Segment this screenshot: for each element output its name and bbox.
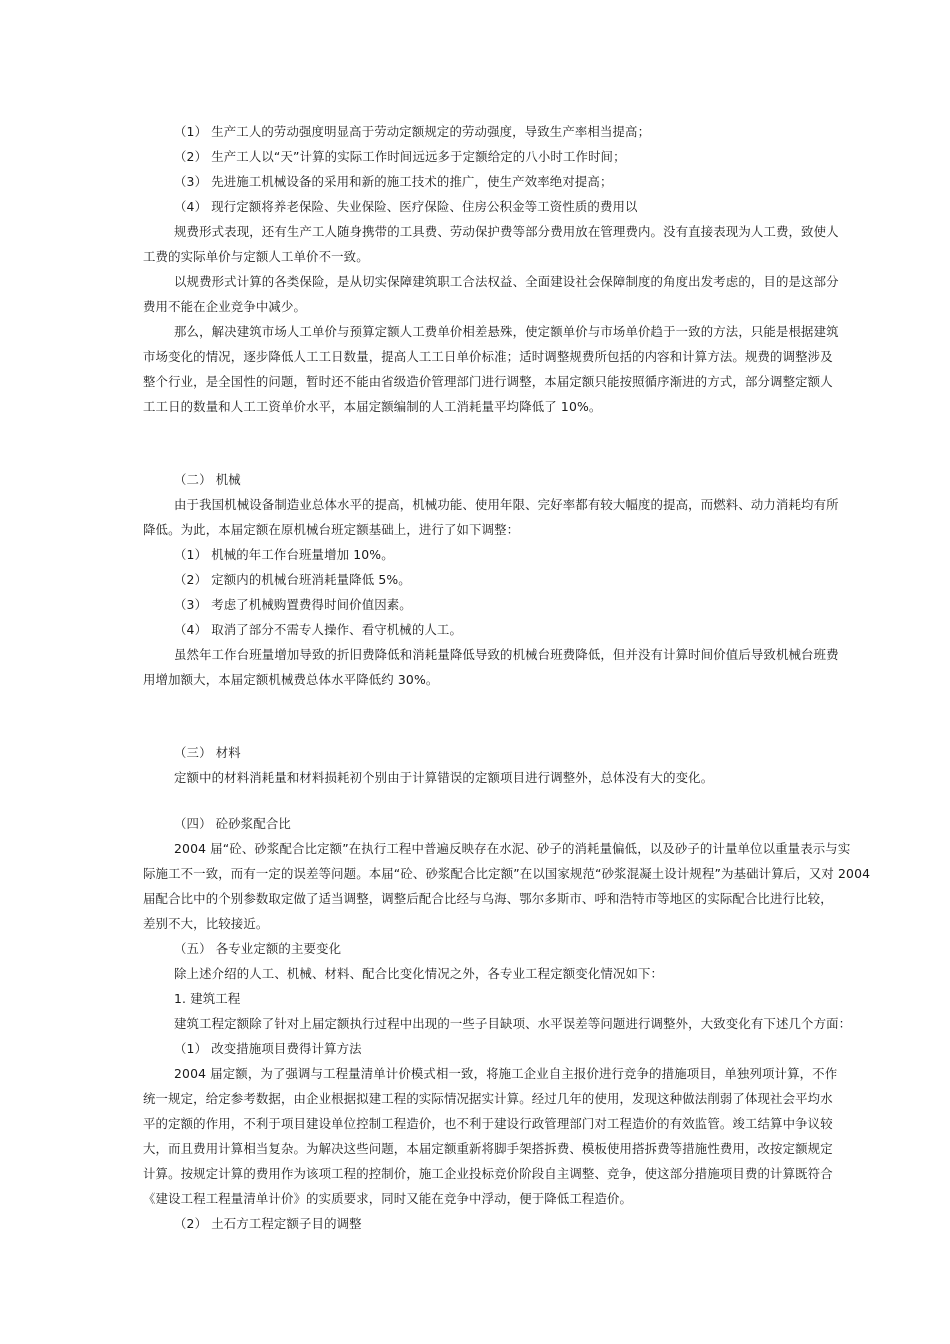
- text-line-21: 用增加额大，本届定额机械费总体水平降低约 30%。: [143, 672, 439, 687]
- section-heading-mix-ratio: （四） 砼砂浆配合比: [174, 816, 291, 831]
- text-line-16: （1） 机械的年工作台班量增加 10%。: [174, 547, 394, 562]
- text-line-20: 虽然年工作台班量增加导致的折旧费降低和消耗量降低导致的机械台班费降低，但并没有计算时间价值后导致机械台班费: [174, 647, 839, 662]
- text-line-2: （2） 生产工人以“天”计算的实际工作时间远远多于定额给定的八小时工作时间；: [174, 149, 626, 164]
- text-line-6: 工费的实际单价与定额人工单价不一致。: [143, 249, 369, 264]
- text-line-40: （2） 土石方工程定额子目的调整: [174, 1216, 362, 1231]
- text-line-4: （4） 现行定额将养老保险、失业保险、医疗保险、住房公积金等工资性质的费用以: [174, 199, 638, 214]
- text-line-10: 市场变化的情况，逐步降低人工工日数量，提高人工工日单价标准；适时调整规费所包括的内容和计算方法。规费的调整涉及: [143, 349, 833, 364]
- text-line-19: （4） 取消了部分不需专人操作、看守机械的人工。: [174, 622, 463, 637]
- text-line-1: （1） 生产工人的劳动强度明显高于劳动定额规定的劳动强度，导致生产率相当提高；: [174, 124, 651, 139]
- text-line-11: 整个行业，是全国性的问题，暂时还不能由省级造价管理部门进行调整，本届定额只能按照循序渐进的方式，部分调整定额人: [143, 374, 833, 389]
- text-line-30: 除上述介绍的人工、机械、材料、配合比变化情况之外，各专业工程定额变化情况如下：: [174, 966, 664, 981]
- text-line-7: 以规费形式计算的各类保险，是从切实保障建筑职工合法权益、全面建设社会保障制度的角度出发考虑的，目的是这部分: [174, 274, 839, 289]
- text-line-28: 差别不大，比较接近。: [143, 916, 269, 931]
- text-line-36: 平的定额的作用，不利于项目建设单位控制工程造价，也不利于建设行政管理部门对工程造价的有效监管。竣工结算中争议较: [143, 1116, 833, 1131]
- text-line-27: 届配合比中的个别参数取定做了适当调整，调整后配合比经与乌海、鄂尔多斯市、呼和浩特市等地区的实际配合比进行比较，: [143, 891, 833, 906]
- text-line-32: 建筑工程定额除了针对上届定额执行过程中出现的一些子目缺项、水平误差等问题进行调整外，大致变化有下述几个方面：: [174, 1016, 852, 1031]
- text-line-26: 际施工不一致，而有一定的误差等问题。本届“砼、砂浆配合比定额”在以国家规范“砂浆混凝土设计规程”为基础计算后，又对 2004: [143, 866, 871, 881]
- text-line-14: 由于我国机械设备制造业总体水平的提高，机械功能、使用年限、完好率都有较大幅度的提高，而燃料、动力消耗均有所: [174, 497, 839, 512]
- text-line-39: 《建设工程工程量清单计价》的实质要求，同时又能在竞争中浮动，便于降低工程造价。: [143, 1191, 633, 1206]
- text-line-3: （3） 先进施工机械设备的采用和新的施工技术的推广，使生产效率绝对提高；: [174, 174, 613, 189]
- section-heading-materials: （三） 材料: [174, 745, 241, 760]
- text-line-33: （1） 改变措施项目费得计算方法: [174, 1041, 362, 1056]
- text-line-38: 计算。按规定计算的费用作为该项工程的控制价，施工企业投标竞价阶段自主调整、竞争，使这部分措施项目费的计算既符合: [143, 1166, 833, 1181]
- section-heading-machinery: （二） 机械: [174, 472, 241, 487]
- text-line-8: 费用不能在企业竞争中减少。: [143, 299, 307, 314]
- section-heading-specialty: （五） 各专业定额的主要变化: [174, 941, 342, 956]
- text-line-23: 定额中的材料消耗量和材料损耗初个别由于计算错误的定额项目进行调整外，总体没有大的变化。: [174, 770, 714, 785]
- text-line-35: 统一规定，给定参考数据，由企业根据拟建工程的实际情况据实计算。经过几年的使用，发现这种做法削弱了体现社会平均水: [143, 1091, 833, 1106]
- subsection-heading-building: 1. 建筑工程: [174, 991, 241, 1006]
- text-line-5: 规费形式表现，还有生产工人随身携带的工具费、劳动保护费等部分费用放在管理费内。没有直接表现为人工费，致使人: [174, 224, 839, 239]
- text-line-18: （3） 考虑了机械购置费得时间价值因素。: [174, 597, 412, 612]
- text-line-15: 降低。为此，本届定额在原机械台班定额基础上，进行了如下调整：: [143, 522, 520, 537]
- text-line-12: 工工日的数量和人工工资单价水平，本届定额编制的人工消耗量平均降低了 10%。: [143, 399, 602, 414]
- text-line-25: 2004 届“砼、砂浆配合比定额”在执行工程中普遍反映存在水泥、砂子的消耗量偏低，以及砂子的计量单位以重量表示与实: [174, 841, 851, 856]
- text-line-9: 那么，解决建筑市场人工单价与预算定额人工费单价相差悬殊，使定额单价与市场单价趋于一致的方法，只能是根据建筑: [174, 324, 839, 339]
- text-line-34: 2004 届定额，为了强调与工程量清单计价模式相一致，将施工企业自主报价进行竞争的措施项目，单独列项计算，不作: [174, 1066, 838, 1081]
- text-line-17: （2） 定额内的机械台班消耗量降低 5%。: [174, 572, 411, 587]
- text-line-37: 大，而且费用计算相当复杂。为解决这些问题，本届定额重新将脚手架搭拆费、模板使用搭拆费等措施性费用，改按定额规定: [143, 1141, 833, 1156]
